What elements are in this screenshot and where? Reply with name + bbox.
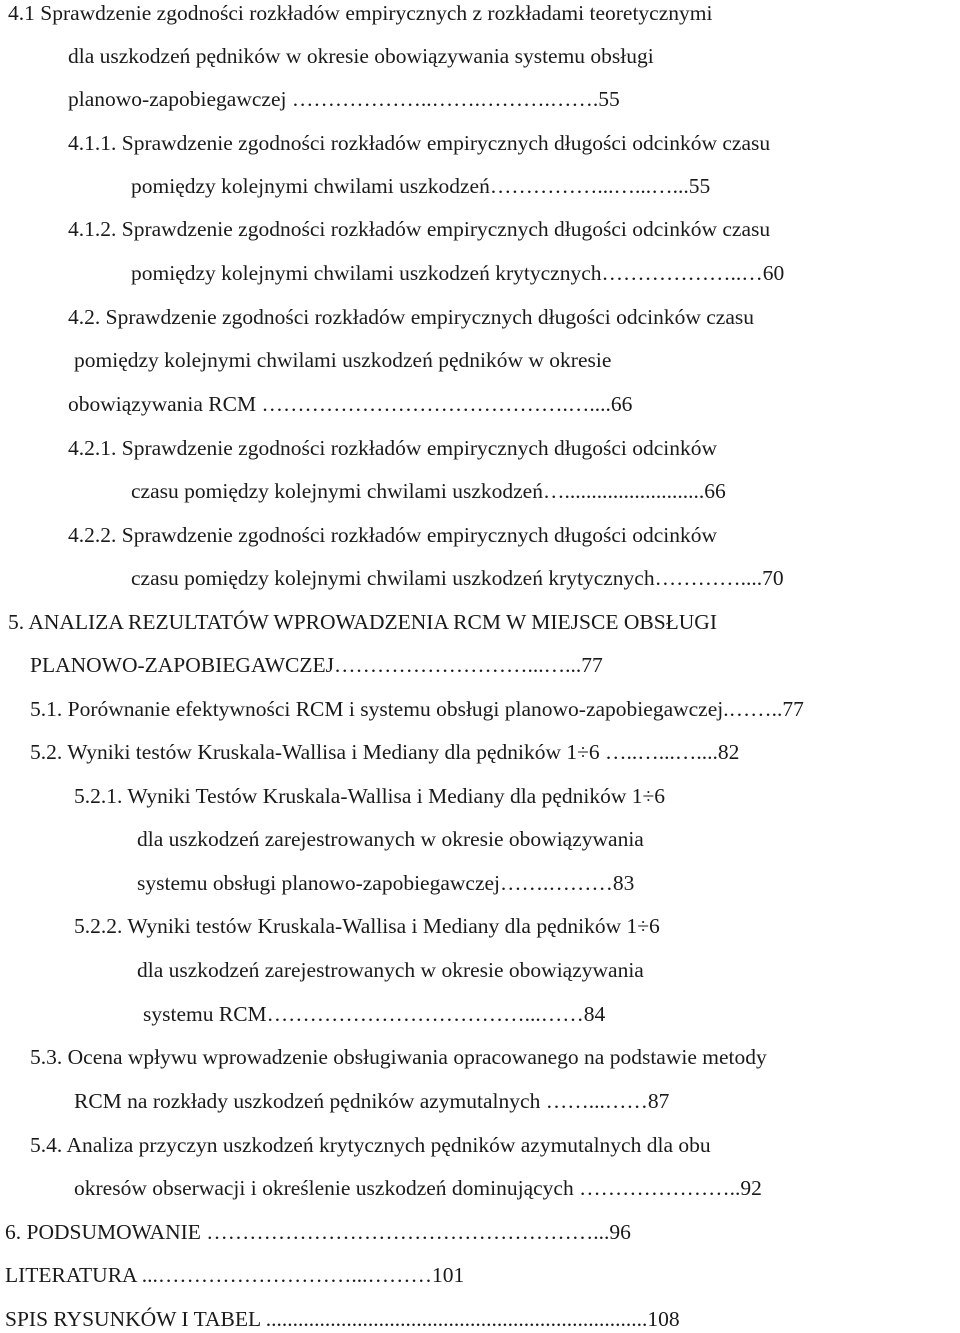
- toc-line: obowiązywania RCM …………………………………….…....66: [68, 392, 633, 416]
- toc-line: 5.3. Ocena wpływu wprowadzenie obsługiwania opracowanego na podstawie metody: [30, 1045, 767, 1069]
- toc-line: dla uszkodzeń pędników w okresie obowiązywania systemu obsługi: [68, 44, 654, 68]
- toc-line: pomiędzy kolejnymi chwilami uszkodzeń krytycznych………………..…60: [131, 261, 785, 285]
- toc-line: 5.4. Analiza przyczyn uszkodzeń krytycznych pędników azymutalnych dla obu: [30, 1133, 711, 1157]
- toc-line: planowo-zapobiegawczej ………………..…….……….…….55: [68, 87, 620, 111]
- toc-line: LITERATURA ...………………………...………101: [5, 1263, 465, 1287]
- toc-line: 6. PODSUMOWANIE ………………………………………………...96: [5, 1220, 631, 1244]
- toc-line: czasu pomiędzy kolejnymi chwilami uszkodzeń…..........................66: [131, 479, 726, 503]
- toc-line: okresów obserwacji i określenie uszkodzeń dominujących …………………..92: [74, 1176, 762, 1200]
- toc-line: 5. ANALIZA REZULTATÓW WPROWADZENIA RCM W MIEJSCE OBSŁUGI: [8, 610, 717, 634]
- toc-line: RCM na rozkłady uszkodzeń pędników azymutalnych ……...……87: [74, 1089, 670, 1113]
- toc-line: 4.2.1. Sprawdzenie zgodności rozkładów empirycznych długości odcinków: [68, 436, 718, 460]
- toc-line: dla uszkodzeń zarejestrowanych w okresie obowiązywania: [137, 827, 644, 851]
- toc-line: dla uszkodzeń zarejestrowanych w okresie obowiązywania: [137, 958, 644, 982]
- toc-line: 5.2.2. Wyniki testów Kruskala-Wallisa i Mediany dla pędników 1÷6: [74, 914, 660, 938]
- toc-line: 4.1 Sprawdzenie zgodności rozkładów empirycznych z rozkładami teoretycznymi: [8, 1, 713, 25]
- toc-line: 4.1.2. Sprawdzenie zgodności rozkładów empirycznych długości odcinków czasu: [68, 217, 771, 241]
- toc-line: PLANOWO-ZAPOBIEGAWCZEJ………………………...…...77: [30, 653, 603, 677]
- toc-line: pomiędzy kolejnymi chwilami uszkodzeń……………...…...…...55: [131, 174, 711, 198]
- toc-line: 4.2. Sprawdzenie zgodności rozkładów empirycznych długości odcinków czasu: [68, 305, 755, 329]
- toc-line: 5.2.1. Wyniki Testów Kruskala-Wallisa i Mediany dla pędników 1÷6: [74, 784, 666, 808]
- toc-line: 5.2. Wyniki testów Kruskala-Wallisa i Mediany dla pędników 1÷6 …..…...…....82: [30, 740, 740, 764]
- toc-line: systemu obsługi planowo-zapobiegawczej…….………83: [137, 871, 635, 895]
- toc-line: pomiędzy kolejnymi chwilami uszkodzeń pędników w okresie: [74, 348, 612, 372]
- toc-line: SPIS RYSUNKÓW I TABEL .......................................................................108: [5, 1307, 680, 1331]
- toc-line: 4.2.2. Sprawdzenie zgodności rozkładów empirycznych długości odcinków: [68, 523, 718, 547]
- toc-line: czasu pomiędzy kolejnymi chwilami uszkodzeń krytycznych…………....70: [131, 566, 784, 590]
- toc-line: 5.1. Porównanie efektywności RCM i systemu obsługi planowo-zapobiegawczej.……..77: [30, 697, 804, 721]
- toc-line: 4.1.1. Sprawdzenie zgodności rozkładów empirycznych długości odcinków czasu: [68, 131, 771, 155]
- toc-line: systemu RCM………………………………...……84: [143, 1002, 606, 1026]
